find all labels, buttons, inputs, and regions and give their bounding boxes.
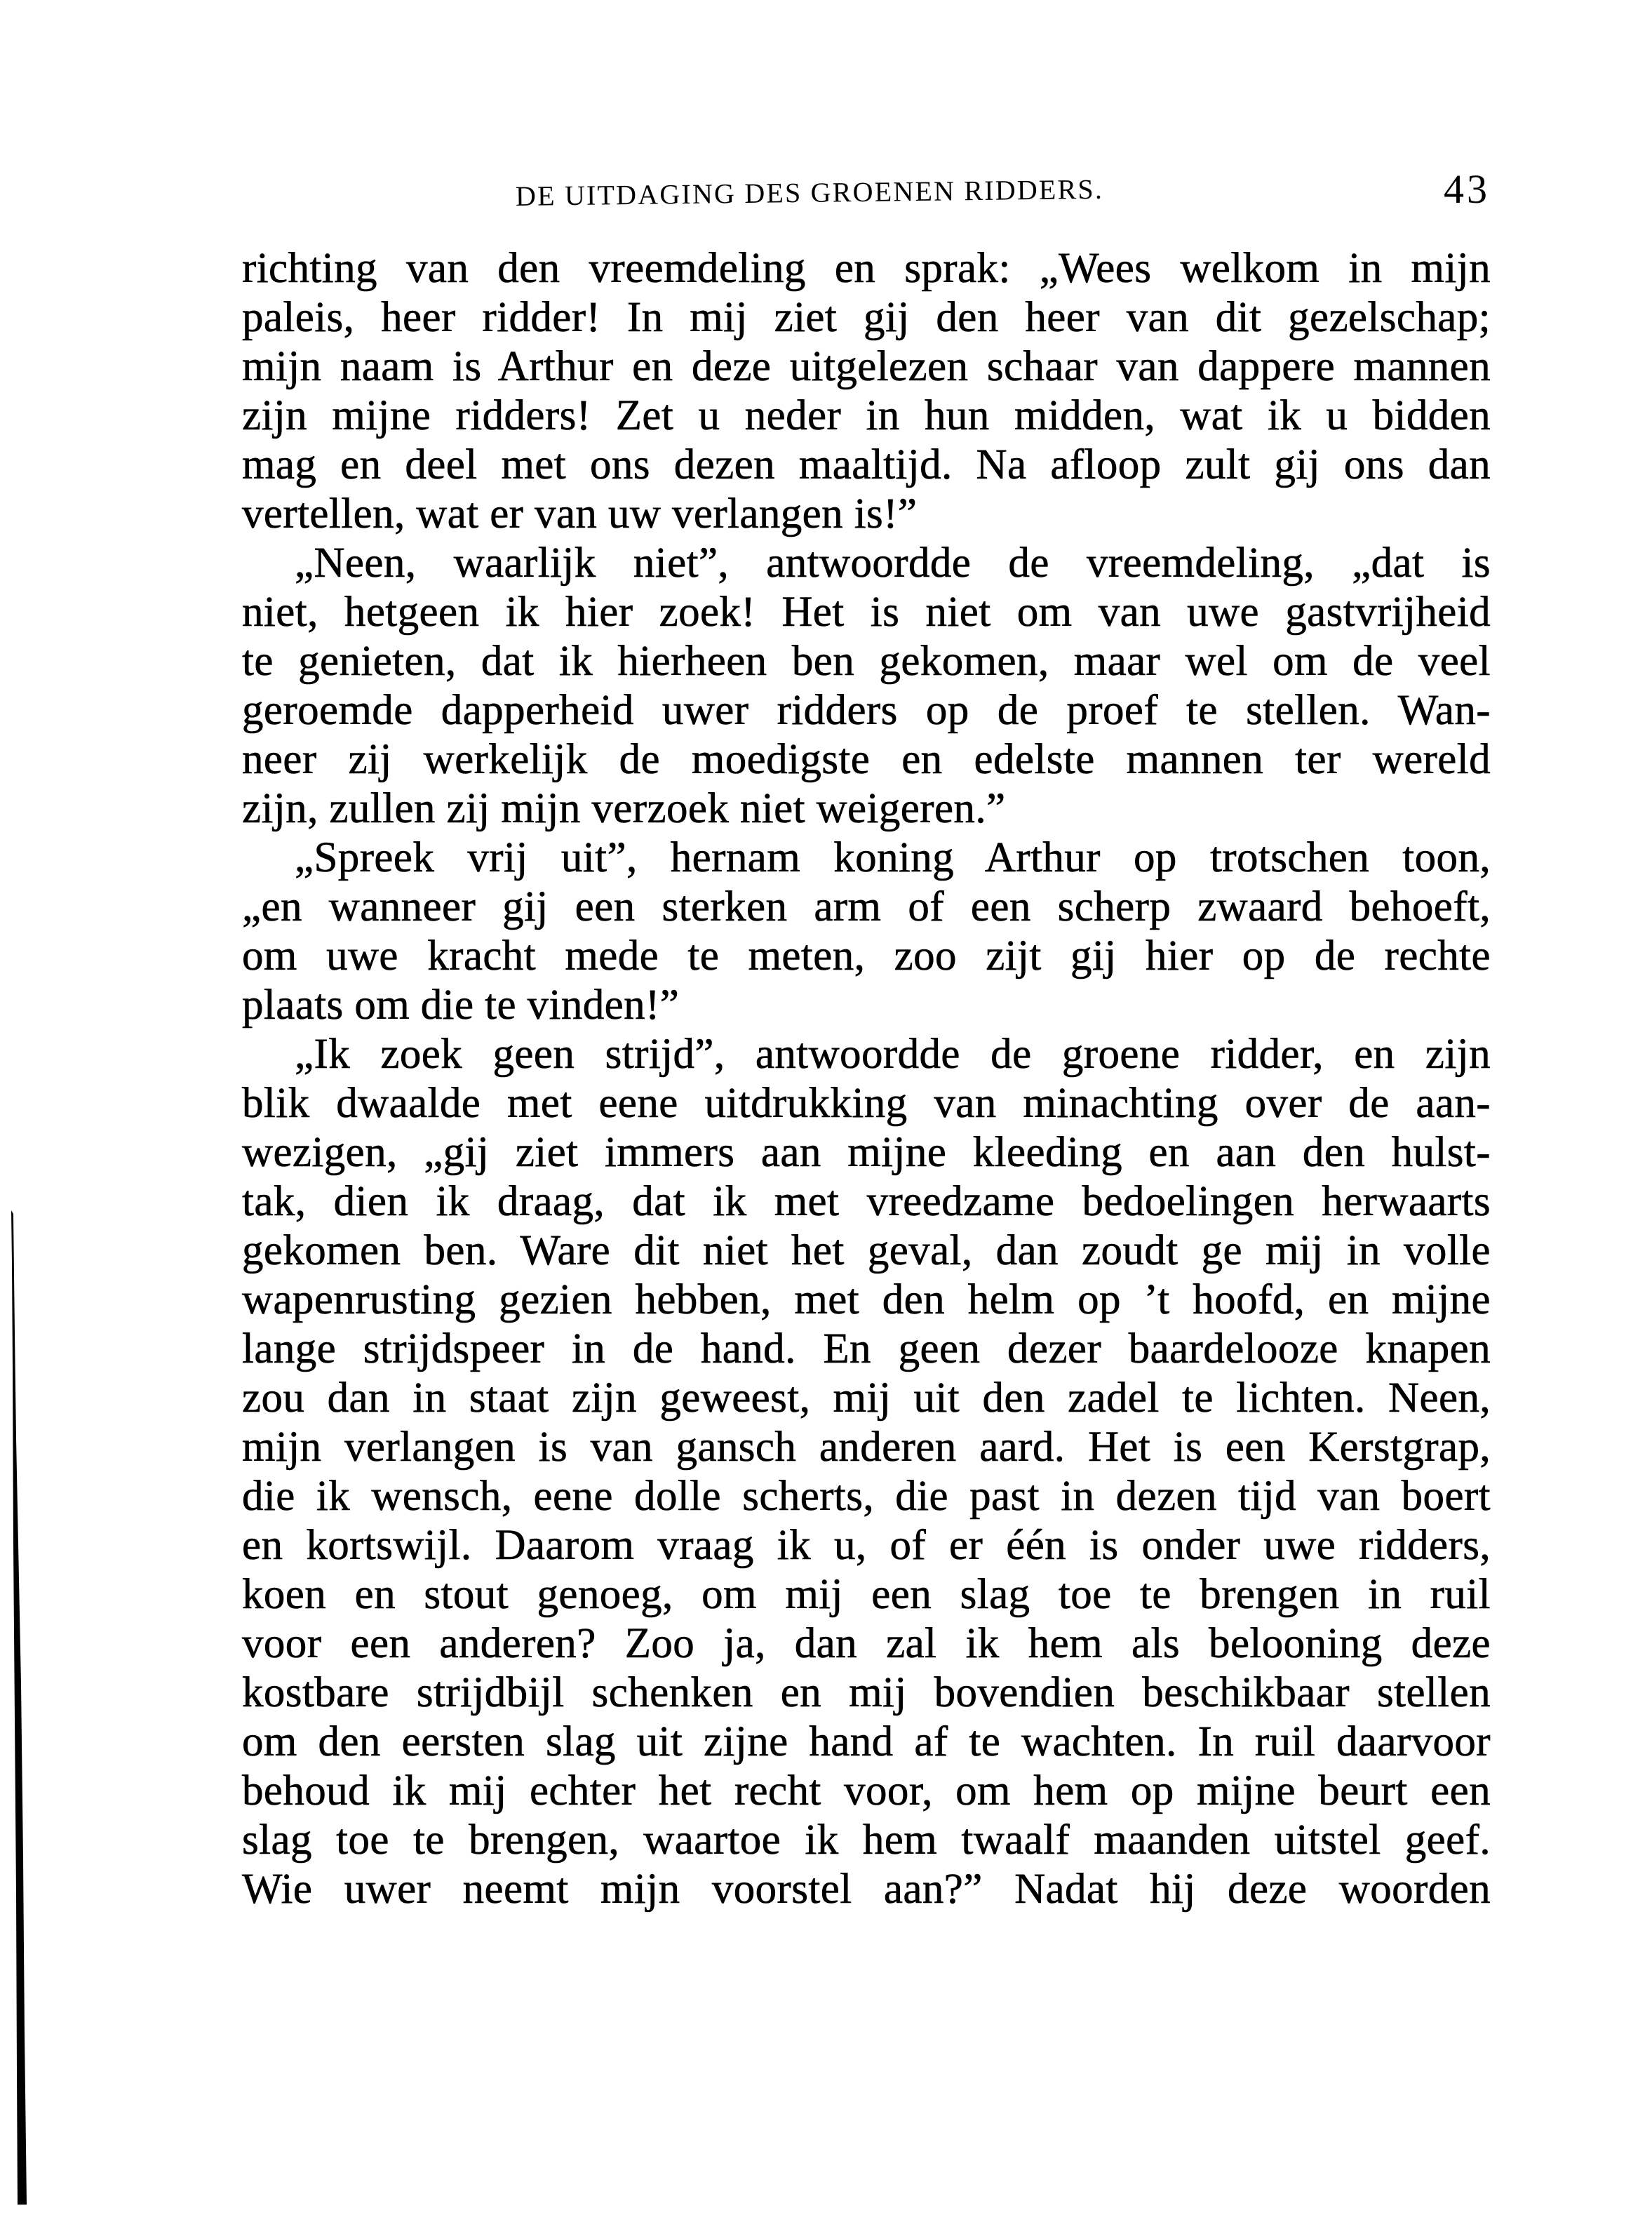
text-line: te genieten, dat ik hierheen ben gekomen, maar wel om de veel (242, 638, 1491, 685)
text-line: en kortswijl. Daarom vraag ik u, of er één is onder uwe ridders, (242, 1522, 1491, 1569)
text-line: Wie uwer neemt mijn voorstel aan?” Nadat hij deze woorden (242, 1866, 1491, 1913)
page-number: 43 (1444, 166, 1490, 212)
running-head: DE UITDAGING DES GROENEN RIDDERS. (515, 173, 1104, 212)
text-line: tak, dien ik draag, dat ik met vreedzame bedoelingen herwaarts (242, 1178, 1491, 1225)
text-line: voor een anderen? Zoo ja, dan zal ik hem als belooning deze (242, 1620, 1491, 1667)
text-line: behoud ik mij echter het recht voor, om hem op mijne beurt een (242, 1767, 1491, 1814)
text-line: wezigen, „gij ziet immers aan mijne kleeding en aan den hulst- (242, 1129, 1491, 1176)
text-line: richting van den vreemdeling en sprak: „Wees welkom in mijn (242, 245, 1491, 292)
paragraph-start-line: „Spreek vrij uit”, hernam koning Arthur op trotschen toon, (295, 834, 1491, 881)
text-line: plaats om die te vinden!” (242, 982, 680, 1029)
text-line: lange strijdspeer in de hand. En geen dezer baardelooze knapen (242, 1325, 1491, 1372)
paragraph-start-line: „Ik zoek geen strijd”, antwoordde de groene ridder, en zijn (295, 1031, 1491, 1078)
text-line: om uwe kracht mede te meten, zoo zijt gij hier op de rechte (242, 932, 1491, 979)
text-line: paleis, heer ridder! In mij ziet gij den heer van dit gezelschap; (242, 294, 1491, 341)
paragraph-start-line: „Neen, waarlijk niet”, antwoordde de vreemdeling, „dat is (295, 540, 1491, 587)
text-line: vertellen, wat er van uw verlangen is!” (242, 490, 918, 537)
text-line: wapenrusting gezien hebben, met den helm op ’t hoofd, en mijne (242, 1276, 1491, 1323)
text-line: geroemde dapperheid uwer ridders op de proef te stellen. Wan- (242, 687, 1491, 734)
text-line: blik dwaalde met eene uitdrukking van minachting over de aan- (242, 1080, 1491, 1127)
text-line: mag en deel met ons dezen maaltijd. Na afloop zult gij ons dan (242, 441, 1491, 488)
text-line: die ik wensch, eene dolle scherts, die past in dezen tijd van boert (242, 1473, 1491, 1520)
text-line: koen en stout genoeg, om mij een slag toe te brengen in ruil (242, 1571, 1491, 1618)
text-line: zijn mijne ridders! Zet u neder in hun midden, wat ik u bidden (242, 392, 1491, 439)
text-line: om den eersten slag uit zijne hand af te wachten. In ruil daarvoor (242, 1718, 1491, 1765)
text-line: kostbare strijdbijl schenken en mij bovendien beschikbaar stellen (242, 1669, 1491, 1716)
text-line: mijn verlangen is van gansch anderen aard. Het is een Kerstgrap, (242, 1424, 1491, 1471)
text-line: „en wanneer gij een sterken arm of een scherp zwaard behoeft, (242, 883, 1491, 930)
text-line: neer zij werkelijk de moedigste en edelste mannen ter wereld (242, 736, 1491, 783)
text-line: niet, hetgeen ik hier zoek! Het is niet om van uwe gastvrijheid (242, 589, 1491, 636)
scan-edge-shadow (0, 0, 42, 2220)
text-line: gekomen ben. Ware dit niet het geval, dan zoudt ge mij in volle (242, 1227, 1491, 1274)
text-line: mijn naam is Arthur en deze uitgelezen schaar van dappere mannen (242, 343, 1491, 390)
body-text (242, 244, 1491, 1914)
text-line: zijn, zullen zij mijn verzoek niet weigeren.” (242, 785, 1006, 832)
text-line: slag toe te brengen, waartoe ik hem twaalf maanden uitstel geef. (242, 1817, 1491, 1864)
text-line: zou dan in staat zijn geweest, mij uit den zadel te lichten. Neen, (242, 1375, 1491, 1422)
